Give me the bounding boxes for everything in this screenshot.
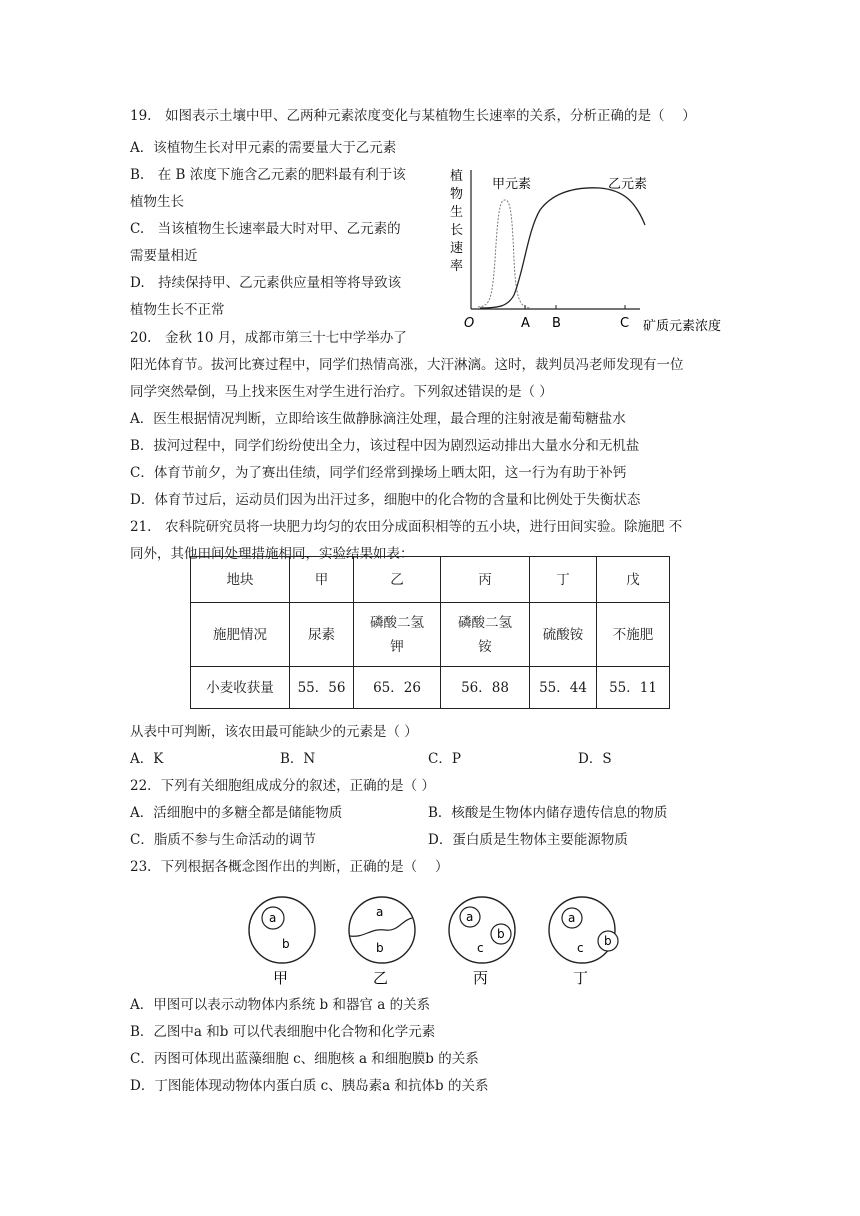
table-cell: 甲 (290, 557, 354, 603)
q21-line1: 21. 农科院研究员将一块肥力均匀的农田分成面积相等的五小块，进行田间实验。除施肥 不 (130, 519, 683, 535)
table-cell: 硫酸铵 (530, 603, 597, 667)
yi-element-label: 乙元素 (608, 177, 648, 192)
diagram-ding-label-c: c (577, 941, 584, 955)
yi-element-curve (480, 188, 645, 308)
q19-option-c-line1: C. 当该植物生长速率最大时对甲、乙元素的 (130, 221, 401, 237)
table-row (191, 667, 670, 709)
q19-option-b-line2: 植物生长 (130, 194, 184, 210)
diagram-jia-label-a: a (269, 911, 277, 925)
y-axis-label-5: 速 (450, 241, 464, 256)
diagram-yi-label-b: b (376, 941, 384, 955)
q20-line3: 同学突然晕倒，马上找来医生对学生进行治疗。下列叙述错误的是（ ） (130, 384, 553, 400)
diagram-yi-divider-curve (350, 918, 412, 936)
diagram-ding-label-b: b (604, 934, 612, 948)
table-cell: 小麦收获量 (191, 667, 290, 709)
q21-option-d: D．S (578, 751, 612, 767)
table-cell (441, 603, 530, 667)
q20-option-a: A．医生根据情况判断，立即给该生做静脉滴注处理，最合理的注射液是葡萄糖盐水 (130, 411, 626, 427)
table-cell: 不施肥 (597, 603, 670, 667)
diagram-jia-label-b: b (282, 937, 290, 951)
diagram-bing-label-c: c (477, 941, 484, 955)
q20-line2: 阳光体育节。拔河比赛过程中，同学们热情高涨，大汗淋漓。这时，裁判员冯老师发现有一位 (130, 357, 684, 373)
q19-option-c-line2: 需要量相近 (130, 248, 198, 264)
y-axis-label-1: 植 (450, 169, 464, 184)
table-cell: 地块 (191, 557, 290, 603)
q21-after-table: 从表中可判断，该农田最可能缺少的元素是（ ） (130, 724, 418, 740)
y-axis-label-3: 生 (450, 205, 464, 220)
q23-stem: 23．下列根据各概念图作出的判断，正确的是（ ） (130, 859, 449, 875)
q20-option-c: C．体育节前夕，为了赛出佳绩，同学们经常到操场上晒太阳，这一行为有助于补钙 (130, 465, 627, 481)
table-cell: 戊 (597, 557, 670, 603)
diagram-bing-label-a: a (466, 910, 474, 924)
q21-option-b: B．N (280, 751, 316, 767)
table-cell: 施肥情况 (191, 603, 290, 667)
q23-option-a: A．甲图可以表示动物体内系统 b 和器官 a 的关系 (130, 997, 431, 1013)
jia-element-label: 甲元素 (492, 177, 532, 192)
cell-line: 钾 (390, 638, 404, 655)
table-header-row (191, 557, 670, 603)
table-cell: 丁 (530, 557, 597, 603)
table-cell: 65．26 (354, 667, 441, 709)
diagram-yi-caption: 乙 (373, 969, 389, 987)
q23-concept-diagrams (240, 890, 640, 990)
table-cell: 丙 (441, 557, 530, 603)
y-axis-label-2: 物 (450, 187, 464, 202)
q22-option-a: A．活细胞中的多糖全都是储能物质 (130, 805, 343, 821)
fertilizer-table (190, 556, 670, 709)
table-row (191, 603, 670, 667)
table-cell: 55．44 (530, 667, 597, 709)
diagram-bing-caption: 丙 (473, 969, 489, 987)
q22-option-c: C．脂质不参与生命活动的调节 (130, 832, 316, 848)
q20-line1: 20. 金秋 10 月，成都市第三十七中学举办了 (130, 330, 407, 346)
jia-element-curve (478, 200, 530, 308)
q20-option-b: B．拔河过程中，同学们纷纷使出全力，该过程中因为剧烈运动排出大量水分和无机盐 (130, 438, 640, 454)
cell-line: 铵 (478, 638, 492, 655)
q21-line2: 同外，其他田间处理措施相同，实验结果如表： (130, 546, 414, 562)
q23-option-c: C．丙图可体现出蓝藻细胞 c、细胞核 a 和细胞膜b 的关系 (130, 1051, 479, 1067)
tick-a-label: A (521, 316, 530, 331)
q22-option-d: D．蛋白质是生物体主要能源物质 (428, 832, 628, 848)
diagram-ding-label-a: a (568, 911, 576, 925)
q19-stem: 19. 如图表示土壤中甲、乙两种元素浓度变化与某植物生长速率的关系，分析正确的是（ ） (130, 108, 696, 124)
origin-label: O (464, 316, 475, 331)
q20-option-d: D．体育节过后，运动员们因为出汗过多，细胞中的化合物的含量和比例处于失衡状态 (130, 492, 641, 508)
diagram-jia-outer-circle (249, 897, 315, 963)
cell-line: 磷酸二氢 (458, 614, 512, 631)
q22-option-b: B．核酸是生物体内储存遗传信息的物质 (428, 805, 668, 821)
y-axis-label-6: 率 (450, 259, 464, 274)
q19-option-d-line2: 植物生长不正常 (130, 302, 225, 318)
x-axis-label: 矿质元素浓度 (643, 319, 722, 334)
q19-growth-chart (440, 160, 740, 340)
q23-option-b: B．乙图中a 和b 可以代表细胞中化合物和化学元素 (130, 1024, 436, 1040)
q21-option-c: C．P (428, 751, 461, 767)
q19-option-b-line1: B. 在 B 浓度下施含乙元素的肥料最有利于该 (130, 167, 406, 183)
tick-b-label: B (552, 316, 561, 331)
q21-option-a: A．K (130, 751, 164, 767)
table-cell (354, 603, 441, 667)
table-cell: 乙 (354, 557, 441, 603)
y-axis-label-4: 长 (450, 223, 464, 238)
table-cell: 55．56 (290, 667, 354, 709)
diagram-yi-label-a: a (376, 905, 384, 919)
diagram-bing-label-b: b (497, 927, 505, 941)
diagram-jia-caption: 甲 (273, 969, 289, 987)
q23-option-d: D．丁图能体现动物体内蛋白质 c、胰岛素a 和抗体b 的关系 (130, 1078, 489, 1094)
table-cell: 56．88 (441, 667, 530, 709)
diagram-ding-caption: 丁 (573, 969, 589, 987)
q22-stem: 22．下列有关细胞组成成分的叙述，正确的是（ ） (130, 778, 435, 794)
tick-c-label: C (620, 316, 630, 331)
table-cell: 55．11 (597, 667, 670, 709)
q19-option-a: A．该植物生长对甲元素的需要量大于乙元素 (130, 140, 397, 156)
q19-option-d-line1: D. 持续保持甲、乙元素供应量相等将导致该 (130, 275, 402, 291)
table-cell: 尿素 (290, 603, 354, 667)
cell-line: 磷酸二氢 (370, 614, 424, 631)
